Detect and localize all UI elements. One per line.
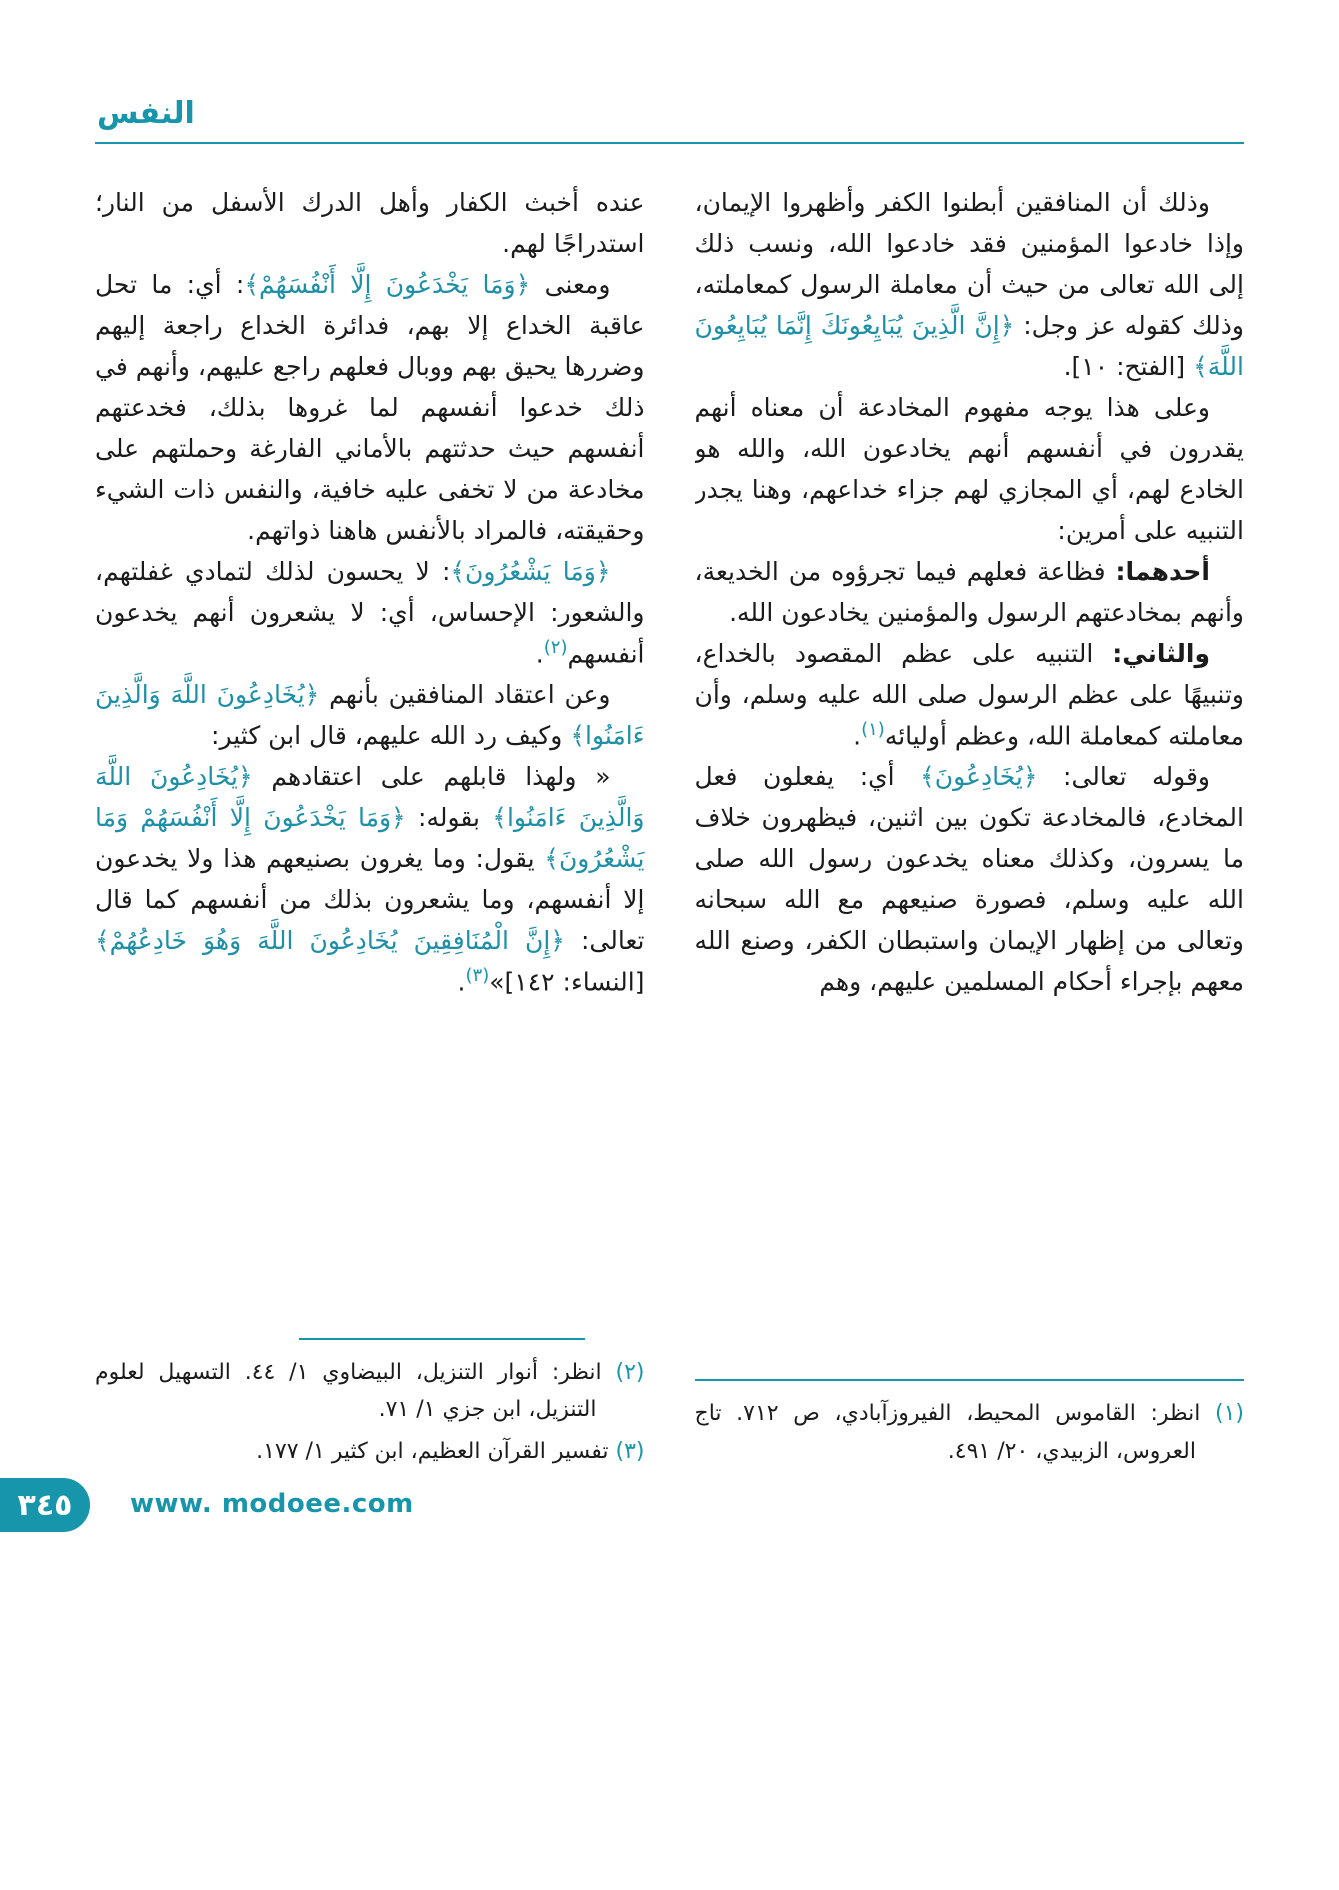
body-text: وعن اعتقاد المنافقين بأنهم bbox=[319, 680, 611, 710]
body-text: عنده أخبث الكفار وأهل الدرك الأسفل من النار؛ استدراجًا لهم. bbox=[95, 188, 645, 258]
quran-verse: ﴿وَمَا يَخْدَعُونَ إِلَّا أَنْفُسَهُمْ﴾ bbox=[244, 270, 531, 299]
body-text: ومعنى bbox=[530, 270, 611, 299]
footnote bbox=[95, 1354, 645, 1429]
body-text: بقوله: bbox=[405, 803, 493, 833]
quran-verse: ﴿يُخَادِعُونَ اللَّهَ وَالَّذِينَ ءَامَنُوا﴾ bbox=[95, 762, 645, 833]
page-header-title: النفس bbox=[97, 96, 195, 131]
body-text: « ولهذا قابلهم على اعتقادهم bbox=[252, 762, 611, 792]
paragraph bbox=[95, 182, 645, 264]
footnote-ref: (٣) bbox=[465, 965, 490, 987]
footnote-ref: (١) bbox=[861, 719, 885, 740]
body-text: [النساء: ١٤٢]» bbox=[489, 967, 645, 997]
website-link[interactable]: www. modoee.com bbox=[130, 1489, 414, 1519]
body-text: وقوله تعالى: bbox=[1037, 762, 1211, 792]
quran-verse: ﴿إِنَّ الْمُنَافِقِينَ يُخَادِعُونَ اللَّهَ وَهُوَ خَادِعُهُمْ﴾ bbox=[95, 926, 565, 956]
paragraph bbox=[695, 551, 1245, 633]
body-text: [الفتح: ١٠]. bbox=[1063, 352, 1194, 381]
footnote-list-right bbox=[695, 1395, 1245, 1470]
paragraph bbox=[95, 674, 645, 756]
quran-verse: ﴿وَمَا يَخْدَعُونَ إِلَّا أَنْفُسَهُمْ وَمَا يَشْعُرُونَ﴾ bbox=[95, 803, 645, 874]
body-text: وعلى هذا يوجه مفهوم المخادعة أن معناه أنهم يقدرون في أنفسهم أنهم يخادعون الله، والله هو الخادع لهم، أي المجازي لهم جزاء خداعهم، وهنا يجدر التنبيه على أمرين: bbox=[694, 393, 1244, 545]
paragraph bbox=[95, 756, 645, 1002]
page-number-badge bbox=[0, 1478, 90, 1532]
body-text: أي: يفعلون فعل المخادع، فالمخادعة تكون بين اثنين، فيظهرون خلاف ما يسرون، وكذلك معناه يخدعون رسول الله صلى الله عليه وسلم، فصورة صنيعهم مع الله سبحانه وتعالى من إظهار الإيمان واستبطان الكفر، وصنع الله معهم بإجراء أحكام المسلمين عليهم، وهم bbox=[694, 762, 1244, 997]
column-left-body bbox=[95, 182, 645, 1003]
text-columns bbox=[95, 182, 1244, 1474]
quran-verse: ﴿يُخَادِعُونَ﴾ bbox=[920, 762, 1038, 792]
footnote-divider-left bbox=[299, 1338, 585, 1340]
body-text: وكيف رد الله عليهم، قال ابن كثير: bbox=[211, 721, 571, 751]
body-text: فظاعة فعلهم فيما تجرؤوه من الخديعة، وأنهم بمخادعتهم الرسول والمؤمنين يخادعون الله. bbox=[694, 557, 1244, 627]
quran-verse: ﴿وَمَا يَشْعُرُونَ﴾ bbox=[450, 557, 611, 586]
footnote-text: انظر: أنوار التنزيل، البيضاوي ١/ ٤٤. التسهيل لعلوم التنزيل، ابن جزي ١/ ٧١. bbox=[95, 1359, 616, 1423]
footnote bbox=[695, 1395, 1245, 1470]
column-right-body bbox=[695, 182, 1245, 1002]
emphasis-text: أحدهما: bbox=[1115, 557, 1210, 586]
footnote-marker: (١) bbox=[1214, 1401, 1244, 1427]
body-text: : لا يحسون لذلك لتمادي غفلتهم، والشعور: الإحساس، أي: لا يشعرون أنهم يخدعون أنفسهم bbox=[95, 557, 645, 669]
paragraph bbox=[695, 182, 1245, 387]
footnote-marker: (٢) bbox=[615, 1359, 645, 1385]
column-right bbox=[695, 182, 1245, 1474]
quran-verse: ﴿يُخَادِعُونَ اللَّهَ وَالَّذِينَ ءَامَنُوا﴾ bbox=[95, 680, 645, 751]
footnote-text: انظر: القاموس المحيط، الفيروزآبادي، ص ٧١٢. تاج العروس، الزبيدي، ٢٠/ ٤٩١. bbox=[694, 1401, 1215, 1464]
footnote-text: تفسير القرآن العظيم، ابن كثير ١/ ١٧٧. bbox=[256, 1438, 616, 1464]
body-text: : أي: ما تحل عاقبة الخداع إلا بهم، فدائرة الخداع راجعة إليهم وضررها يحيق بهم ووبال فعلهم راجع عليهم، وأنهم في ذلك خدعوا أنفسهم لما غروها بذلك، فخدعتهم أنفسهم حيث حدثتهم بالأماني الفارغة وحملتهم على مخادعة من لا تخفى عليه خافية، والنفس ذات الشيء وحقيقته، فالمراد بالأنفس هاهنا ذواتهم. bbox=[95, 270, 645, 545]
page-number: ٣٤٥ bbox=[17, 1487, 73, 1523]
body-text: يقول: وما يغرون بصنيعهم هذا ولا يخدعون إلا أنفسهم، وما يشعرون بذلك من أنفسهم كما قال تعالى: bbox=[95, 844, 645, 956]
footnote-block-left bbox=[95, 1332, 645, 1474]
footnote-block-right bbox=[695, 1373, 1245, 1474]
body-text: التنبيه على عظم المقصود بالخداع، وتنبيهًا على عظم الرسول صلى الله عليه وسلم، وأن معاملته كمعاملة الله، وعظم أوليائه bbox=[694, 639, 1244, 751]
paragraph bbox=[695, 387, 1245, 551]
quran-verse: ﴿إِنَّ الَّذِينَ يُبَايِعُونَكَ إِنَّمَا يُبَايِعُونَ اللَّهَ﴾ bbox=[694, 311, 1244, 381]
body-text: وذلك أن المنافقين أبطنوا الكفر وأظهروا الإيمان، وإذا خادعوا المؤمنين فقد خادعوا الله، ونسب ذلك إلى الله تعالى من حيث أن معاملة الرسول كمعاملته، وذلك كقوله عز وجل: bbox=[694, 188, 1244, 340]
body-text: . bbox=[853, 721, 862, 751]
column-left bbox=[95, 182, 645, 1474]
emphasis-text: والثاني: bbox=[1112, 639, 1210, 668]
footnote-marker: (٣) bbox=[615, 1438, 645, 1464]
paragraph bbox=[695, 756, 1245, 1002]
paragraph bbox=[95, 264, 645, 551]
body-text: . bbox=[457, 967, 466, 997]
footnote-list-left bbox=[95, 1354, 645, 1470]
paragraph bbox=[695, 633, 1245, 756]
footnote-divider-right bbox=[695, 1379, 1245, 1381]
footnote bbox=[95, 1433, 645, 1470]
header-divider bbox=[95, 142, 1244, 144]
body-text: . bbox=[535, 639, 544, 669]
footnote-ref: (٢) bbox=[543, 637, 568, 658]
paragraph bbox=[95, 551, 645, 674]
